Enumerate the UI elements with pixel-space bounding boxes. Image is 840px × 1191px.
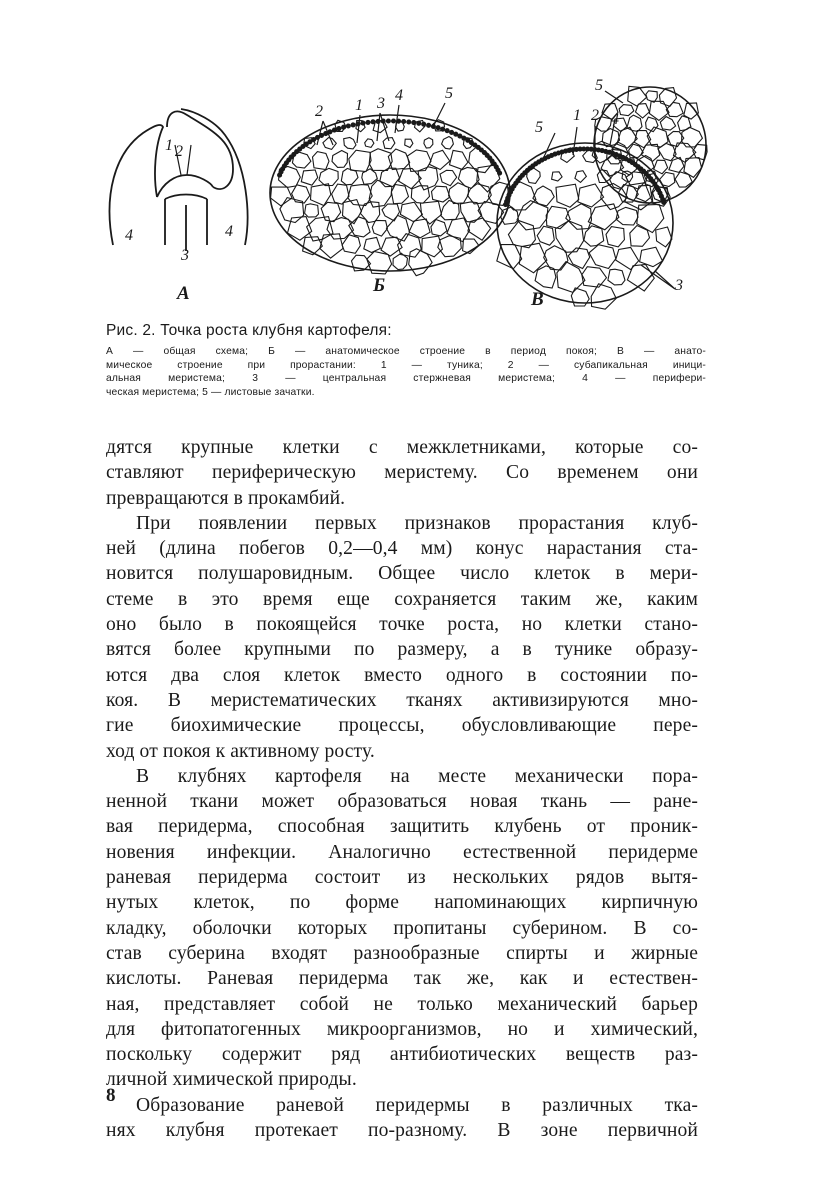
text-line: став суберина входят разнообразные спирты и жирные [106,942,698,964]
text-line: ставляют периферическую меристему. Со временем они [106,462,698,484]
caption-line: мическое строение при прорастании: 1 — туника; 2 — субапикальная иници- [106,359,706,371]
text-line: стеме в это время еще сохраняется таким же, каким [106,588,698,610]
label-b-4: 4 [395,87,403,104]
label-a-4-right: 4 [225,223,233,240]
label-b-3: 3 [377,95,385,112]
text-line: раневая перидерма состоит из нескольких рядов вытя- [106,867,698,889]
text-line: гие биохимические процессы, обусловливающие пере- [106,715,698,737]
text-line: ход от покоя к активному росту. [106,740,375,762]
text-line: новения инфекции. Аналогично естественной перидерме [106,841,698,863]
panel-c-letter: В [531,289,544,310]
label-c-3: 3 [675,277,683,294]
text-line: нях клубня протекает по-разному. В зоне первичной [106,1120,698,1142]
text-line: В клубнях картофеля на месте механически пора- [136,765,698,787]
label-a-4-left: 4 [125,227,133,244]
panel-a-letter: А [177,283,190,304]
label-b-1: 1 [355,97,363,114]
label-c-5-top: 5 [595,77,603,94]
text-line: Образование раневой перидермы в различных тка- [136,1094,698,1116]
page-number: 8 [106,1085,116,1106]
caption-line: А — общая схема; Б — анатомическое строение в период покоя; В — анато- [106,346,706,357]
label-c-4: 4 [611,111,619,128]
text-line: личной химической природы. [106,1069,357,1091]
label-b-2: 2 [315,103,323,120]
text-line: ются два слоя клеток вместо одного в состоянии по- [106,664,698,686]
panel-b-cells [270,115,510,276]
label-c-5-left: 5 [535,119,543,136]
caption-line: альная меристема; 3 — центральная стержневая меристема; 4 — перифери- [106,373,706,384]
label-b-5: 5 [445,85,453,102]
text-line: оно было в покоящейся точке роста, но клетки стано- [106,614,698,636]
text-line: поскольку содержит ряд антибиотических веществ раз- [106,1044,698,1066]
body-text [106,435,698,1143]
label-c-1: 1 [573,107,581,124]
text-line: нутых клеток, по форме напоминающих кирпичную [106,892,698,914]
text-line: новится полушаровидным. Общее число клеток в мери- [106,563,698,585]
text-line: ная, представляет собой не только механический барьер [106,993,698,1015]
text-line: коя. В меристематических тканях активизируются мно- [106,689,698,711]
text-line: вятся более крупными по размеру, а в тунике образу- [106,639,698,661]
text-line: ней (длина побегов 0,2—0,4 мм) конус нарастания ста- [106,538,698,560]
text-line: превращаются в прокамбий. [106,487,346,509]
label-c-2: 2 [591,107,599,124]
label-a-2: 2 [175,143,183,160]
text-line: для фитопатогенных микроорганизмов, но и химический, [106,1018,698,1040]
caption-line: ческая меристема; 5 — листовые зачатки. [106,386,315,398]
text-line: кладку, оболочки которых пропитаны суберином. В со- [106,917,698,939]
text-line: ненной ткани может образоваться новая ткань — ране- [106,791,698,813]
figure-caption-legend [106,345,706,399]
text-line: кислоты. Раневая перидерма так же, как и естествен- [106,968,698,990]
figure-potato-growth-point [95,75,715,325]
text-line: дятся крупные клетки с межклетниками, которые со- [106,437,698,458]
figure-caption-title: Рис. 2. Точка роста клубня картофеля: [106,322,392,339]
panel-c-cells [497,86,707,309]
text-line: При появлении первых признаков прорастания клуб- [136,512,698,534]
label-a-3: 3 [181,247,189,264]
panel-b-letter: Б [373,275,386,296]
text-line: вая перидерма, способная защитить клубень от проник- [106,816,698,838]
label-a-1: 1 [165,137,173,154]
